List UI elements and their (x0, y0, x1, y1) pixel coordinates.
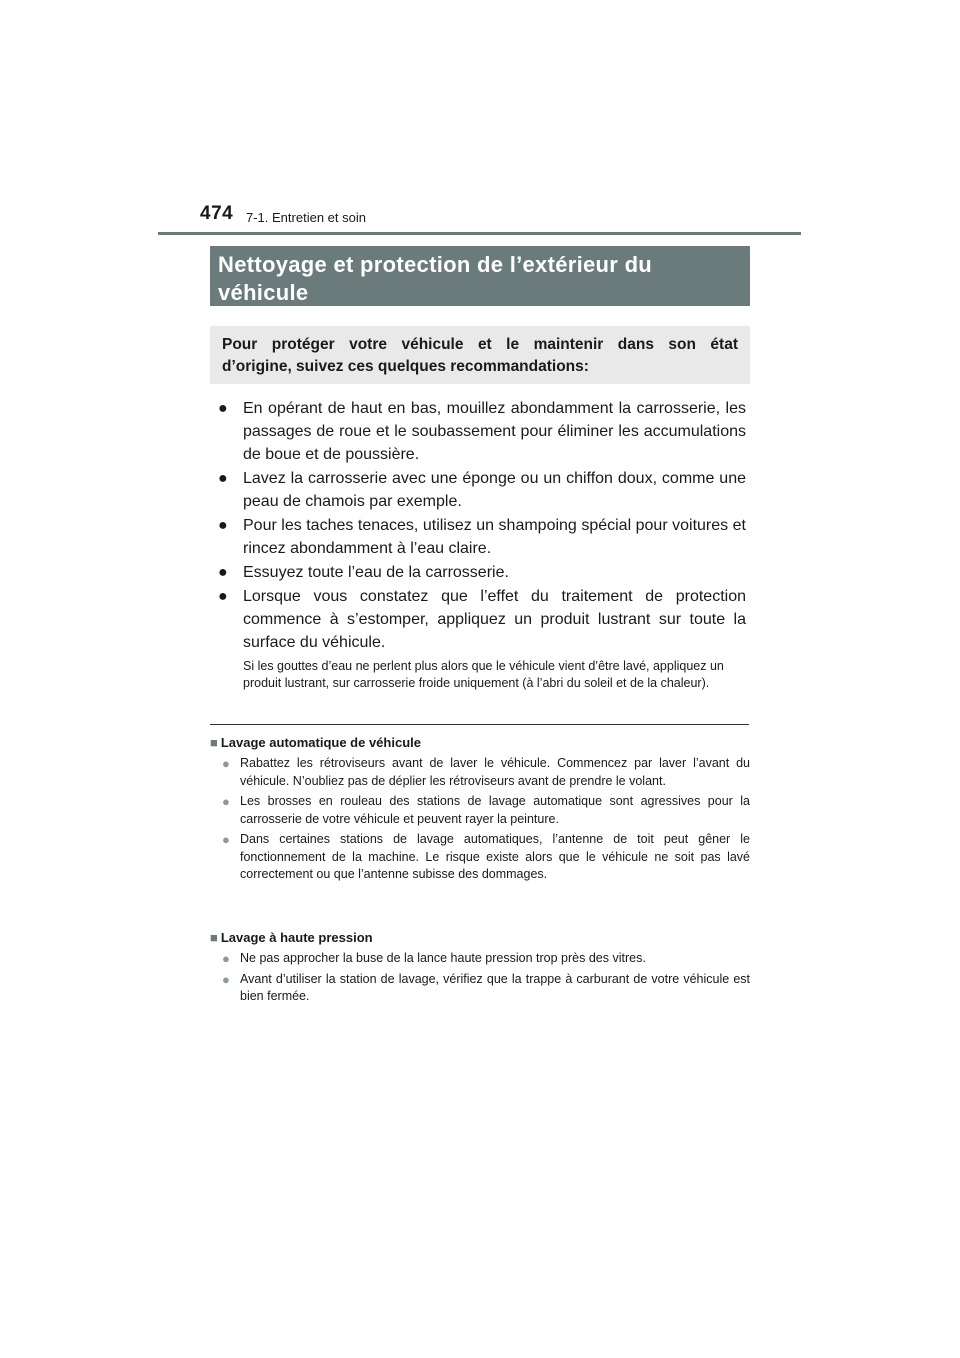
sub-list-item-text: Rabattez les rétroviseurs avant de laver le véhicule. Commencez par laver l’avant du véhicule. N’oubliez pas de déplier les rétroviseurs avant de prendre le volant. (240, 756, 750, 788)
header-rule (158, 232, 801, 235)
square-bullet-icon: ■ (210, 930, 218, 945)
title-line-2: véhicule (218, 280, 309, 305)
sub-list-item (210, 950, 750, 968)
section-divider (210, 724, 749, 725)
sub-list-item-text: Ne pas approcher la buse de la lance haute pression trop près des vitres. (240, 951, 646, 965)
bullet-list (218, 397, 746, 692)
list-item-text: Lavez la carrosserie avec une éponge ou un chiffon doux, comme une peau de chamois par exemple. (243, 470, 746, 510)
sub-list-item (210, 755, 750, 790)
intro-line-1: Pour protéger votre véhicule et le maintenir dans son état (222, 336, 738, 353)
bullet-dot-icon: ● (218, 400, 228, 417)
bullet-dot-icon: ● (218, 470, 228, 487)
list-item (218, 514, 746, 560)
bullet-dot-icon: ● (222, 832, 230, 847)
bullet-dot-icon: ● (218, 564, 228, 581)
list-item (218, 585, 746, 654)
list-item-text: Essuyez toute l’eau de la carrosserie. (243, 564, 509, 581)
note-text: Si les gouttes d’eau ne perlent plus alors que le véhicule vient d’être lavé, appliquez un produit lustrant, sur carrosserie froide uniquement (à l’abri du soleil et de la chaleur). (243, 659, 724, 690)
list-item (218, 467, 746, 513)
list-item (218, 561, 746, 584)
bullet-dot-icon: ● (218, 517, 228, 534)
sub-list-item-text: Les brosses en rouleau des stations de lavage automatique sont agressives pour la carrosserie de votre véhicule et peuvent rayer la peinture. (240, 794, 750, 826)
bullet-dot-icon: ● (218, 588, 228, 605)
sub-list-item-text: Avant d’utiliser la station de lavage, vérifiez que la trappe à carburant de votre véhicule est bien fermée. (240, 971, 750, 1003)
bullet-dot-icon: ● (222, 794, 230, 809)
bullet-dot-icon: ● (222, 971, 230, 987)
intro-box (210, 326, 750, 384)
list-item-text: Lorsque vous constatez que l’effet du traitement de protection commence à s’estomper, appliquez un produit lustrant sur toute la surface du véhicule. (243, 588, 746, 651)
square-bullet-icon: ■ (210, 735, 218, 750)
list-item (218, 397, 746, 466)
section-heading (210, 929, 750, 947)
list-item-text: Pour les taches tenaces, utilisez un shampoing spécial pour voitures et rincez abondamment à l’eau claire. (243, 517, 746, 557)
section-high-pressure-wash (210, 929, 750, 1006)
sub-list-item (210, 793, 750, 828)
bullet-dot-icon: ● (222, 951, 230, 966)
title-line-1: Nettoyage et protection de l’extérieur du (218, 252, 653, 277)
running-header: 7-1. Entretien et soin (246, 210, 366, 225)
section-heading-text: Lavage automatique de véhicule (220, 735, 421, 750)
sub-list-item (210, 831, 750, 884)
page-number: 474 (200, 203, 234, 224)
sub-list-item-text: Dans certaines stations de lavage automatiques, l’antenne de toit peut gêner le fonctionnement de la machine. Le risque existe alors que le véhicule ne soit pas lavé correctement ou que l’antenne subisse des dommages. (240, 832, 750, 881)
section-automatic-wash (210, 734, 750, 884)
section-heading (210, 734, 750, 752)
sub-list-item (210, 971, 750, 1006)
section-heading-text: Lavage à haute pression (220, 930, 373, 945)
title-banner (210, 246, 750, 306)
list-item-text: En opérant de haut en bas, mouillez abondamment la carrosserie, les passages de roue et le soubassement pour éliminer les accumulations de boue et de poussière. (243, 400, 746, 463)
intro-line-2: d’origine, suivez ces quelques recommandations: (222, 358, 589, 375)
bullet-dot-icon: ● (222, 756, 230, 771)
